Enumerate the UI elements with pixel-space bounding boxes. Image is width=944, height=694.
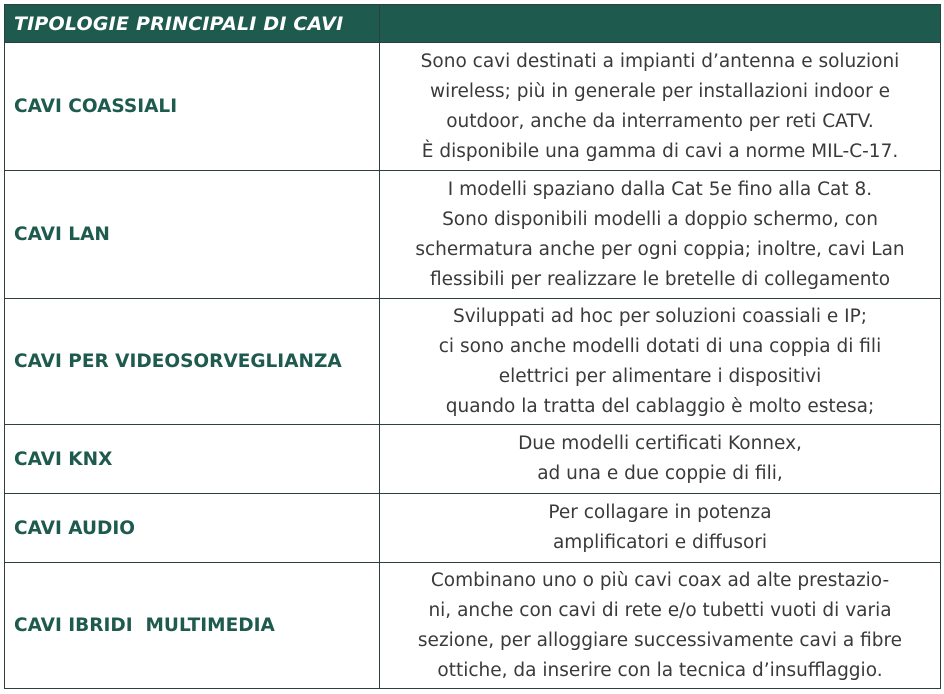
table-row-coassiali — [5, 43, 941, 171]
description-line: sezione, per alloggiare successivamente cavi a fibre — [417, 629, 903, 651]
category-description — [380, 43, 941, 171]
description-line: ni, anche con cavi di rete e/o tubetti vuoti di varia — [428, 599, 892, 621]
table-row-ibridi — [5, 563, 941, 689]
description-line: È disponibile una gamma di cavi a norme MIL-C-17. — [421, 140, 899, 162]
table-row-videosorveglianza — [5, 299, 941, 425]
description-line: quando la tratta del cablaggio è molto estesa; — [445, 395, 875, 417]
description-line: wireless; più in generale per installazioni indoor e — [430, 80, 890, 102]
category-label: CAVI AUDIO — [5, 494, 380, 563]
table-row-lan — [5, 171, 941, 299]
category-description — [380, 563, 941, 689]
description-line: I modelli spaziano dalla Cat 5e fino alla Cat 8. — [447, 178, 873, 200]
category-description — [380, 171, 941, 299]
table-row-knx — [5, 425, 941, 494]
description-line: flessibili per realizzare le bretelle di collegamento — [429, 268, 891, 290]
category-label: CAVI PER VIDEOSORVEGLIANZA — [5, 299, 380, 425]
description-line: ci sono anche modelli dotati di una coppia di fili — [438, 335, 882, 357]
category-label: CAVI IBRIDI MULTIMEDIA — [5, 563, 380, 689]
category-label: CAVI LAN — [5, 171, 380, 299]
table-header-row — [5, 5, 941, 43]
description-line: Sviluppati ad hoc per soluzioni coassiali e IP; — [452, 305, 868, 327]
table-header-title: TIPOLOGIE PRINCIPALI DI CAVI — [5, 5, 380, 43]
category-label: CAVI COASSIALI — [5, 43, 380, 171]
description-line: elettrici per alimentare i dispositivi — [498, 365, 822, 387]
description-line: outdoor, anche da interramento per reti CATV. — [446, 110, 874, 132]
category-description — [380, 425, 941, 494]
description-line: Due modelli certificati Konnex, — [518, 433, 802, 454]
table-header-empty — [380, 5, 941, 43]
description-line: amplificatori e diffusori — [552, 532, 768, 553]
description-line: Per collagare in potenza — [548, 502, 772, 523]
description-line: ad una e due coppie di fili, — [537, 463, 783, 484]
category-description — [380, 494, 941, 563]
category-description — [380, 299, 941, 425]
description-line: Sono cavi destinati a impianti d’antenna e soluzioni — [420, 50, 900, 72]
cable-types-table — [4, 4, 941, 689]
description-line: schermatura anche per ogni coppia; inoltre, cavi Lan — [415, 238, 905, 260]
category-label: CAVI KNX — [5, 425, 380, 494]
description-line: Sono disponibili modelli a doppio schermo, con — [442, 208, 878, 230]
description-line: ottiche, da inserire con la tecnica d’insufflaggio. — [437, 659, 883, 681]
table-row-audio — [5, 494, 941, 563]
description-line: Combinano uno o più cavi coax ad alte prestazio- — [430, 569, 890, 591]
